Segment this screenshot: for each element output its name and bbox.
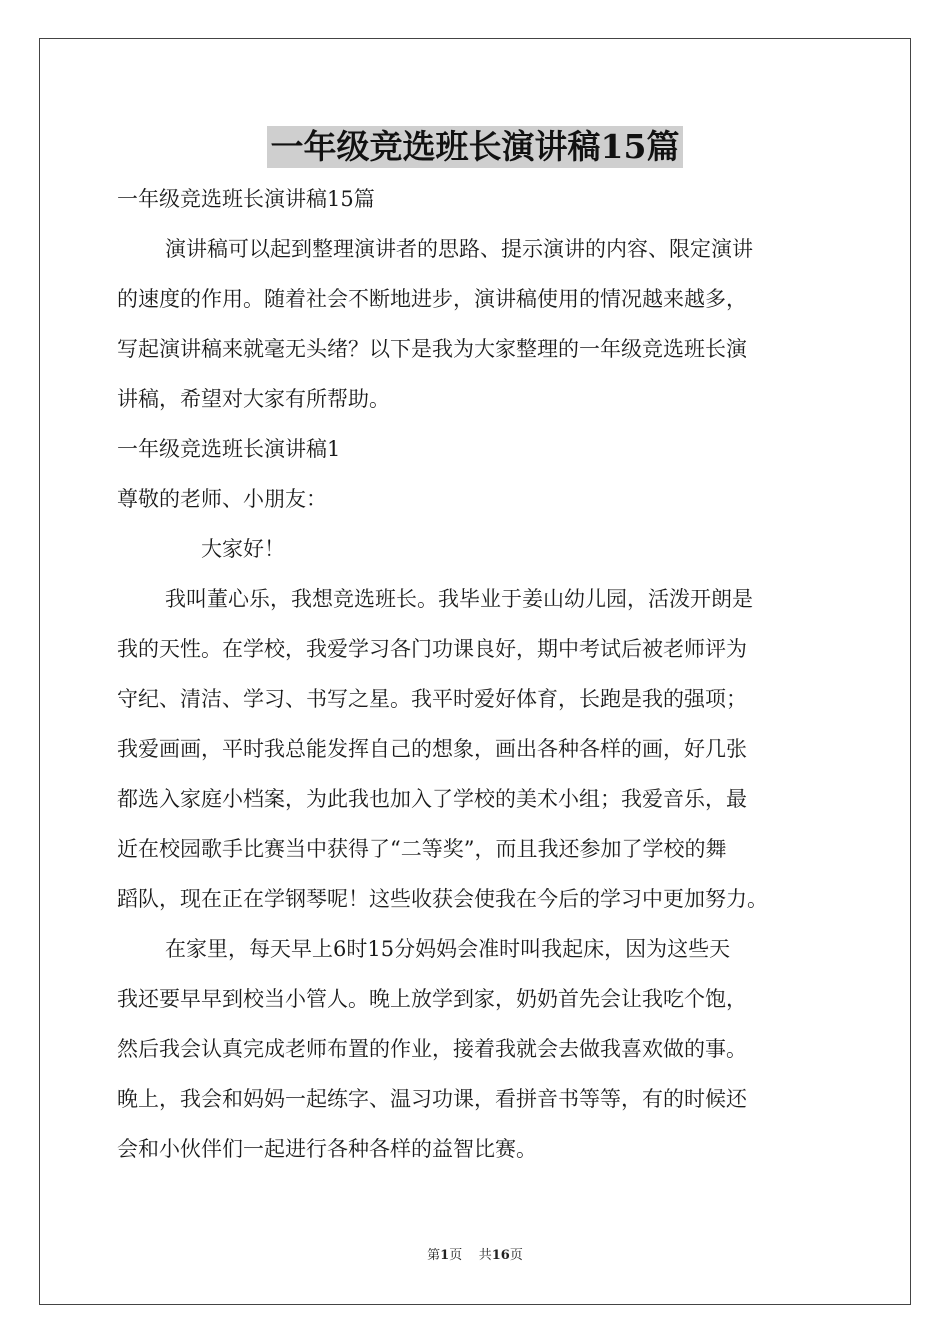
- paragraph-line: 我的天性。在学校，我爱学习各门功课良好，期中考试后被老师评为: [117, 637, 747, 661]
- page-footer: [0, 1246, 950, 1266]
- paragraph-line: 我叫董心乐，我想竞选班长。我毕业于姜山幼儿园，活泼开朗是: [165, 587, 753, 611]
- total-pages: 16: [491, 1248, 510, 1263]
- body-paragraph-1: [117, 574, 833, 924]
- section-heading: 一年级竞选班长演讲稿1: [117, 437, 341, 461]
- title-container: [0, 126, 950, 168]
- paragraph-line: 演讲稿可以起到整理演讲者的思路、提示演讲的内容、限定演讲: [165, 237, 753, 261]
- page-prefix: 第: [427, 1248, 441, 1263]
- paragraph-line: 蹈队，现在正在学钢琴呢！这些收获会使我在今后的学习中更加努力。: [117, 887, 768, 911]
- paragraph-line: 的速度的作用。随着社会不断地进步，演讲稿使用的情况越来越多，: [117, 287, 747, 311]
- page-number: 1: [440, 1248, 450, 1263]
- paragraph-line: 守纪、清洁、学习、书写之星。我平时爱好体育，长跑是我的强项；: [117, 687, 747, 711]
- paragraph-line: 我还要早早到校当小管人。晚上放学到家，奶奶首先会让我吃个饱，: [117, 987, 747, 1011]
- paragraph-line: 讲稿，希望对大家有所帮助。: [117, 387, 390, 411]
- salutation: 尊敬的老师、小朋友：: [117, 487, 327, 511]
- total-prefix: 共: [478, 1248, 492, 1263]
- paragraph-line: 都选入家庭小档案，为此我也加入了学校的美术小组；我爱音乐，最: [117, 787, 747, 811]
- page-suffix: 页: [449, 1248, 463, 1263]
- greeting: 大家好！: [201, 537, 285, 561]
- body-paragraph-2: [117, 924, 833, 1174]
- intro-paragraph: [117, 224, 833, 424]
- paragraph-line: 近在校园歌手比赛当中获得了“二等奖”，而且我还参加了学校的舞: [117, 837, 727, 861]
- document-body: [117, 174, 833, 1174]
- document-title: 一年级竞选班长演讲稿15篇: [267, 126, 684, 168]
- subtitle: 一年级竞选班长演讲稿15篇: [117, 187, 375, 211]
- paragraph-line: 晚上，我会和妈妈一起练字、温习功课，看拼音书等等，有的时候还: [117, 1087, 747, 1111]
- paragraph-line: 写起演讲稿来就毫无头绪？以下是我为大家整理的一年级竞选班长演: [117, 337, 747, 361]
- paragraph-line: 在家里，每天早上6时15分妈妈会准时叫我起床，因为这些天: [165, 937, 731, 961]
- paragraph-line: 然后我会认真完成老师布置的作业，接着我就会去做我喜欢做的事。: [117, 1037, 747, 1061]
- paragraph-line: 我爱画画，平时我总能发挥自己的想象，画出各种各样的画，好几张: [117, 737, 747, 761]
- total-suffix: 页: [509, 1248, 523, 1263]
- paragraph-line: 会和小伙伴们一起进行各种各样的益智比赛。: [117, 1137, 537, 1161]
